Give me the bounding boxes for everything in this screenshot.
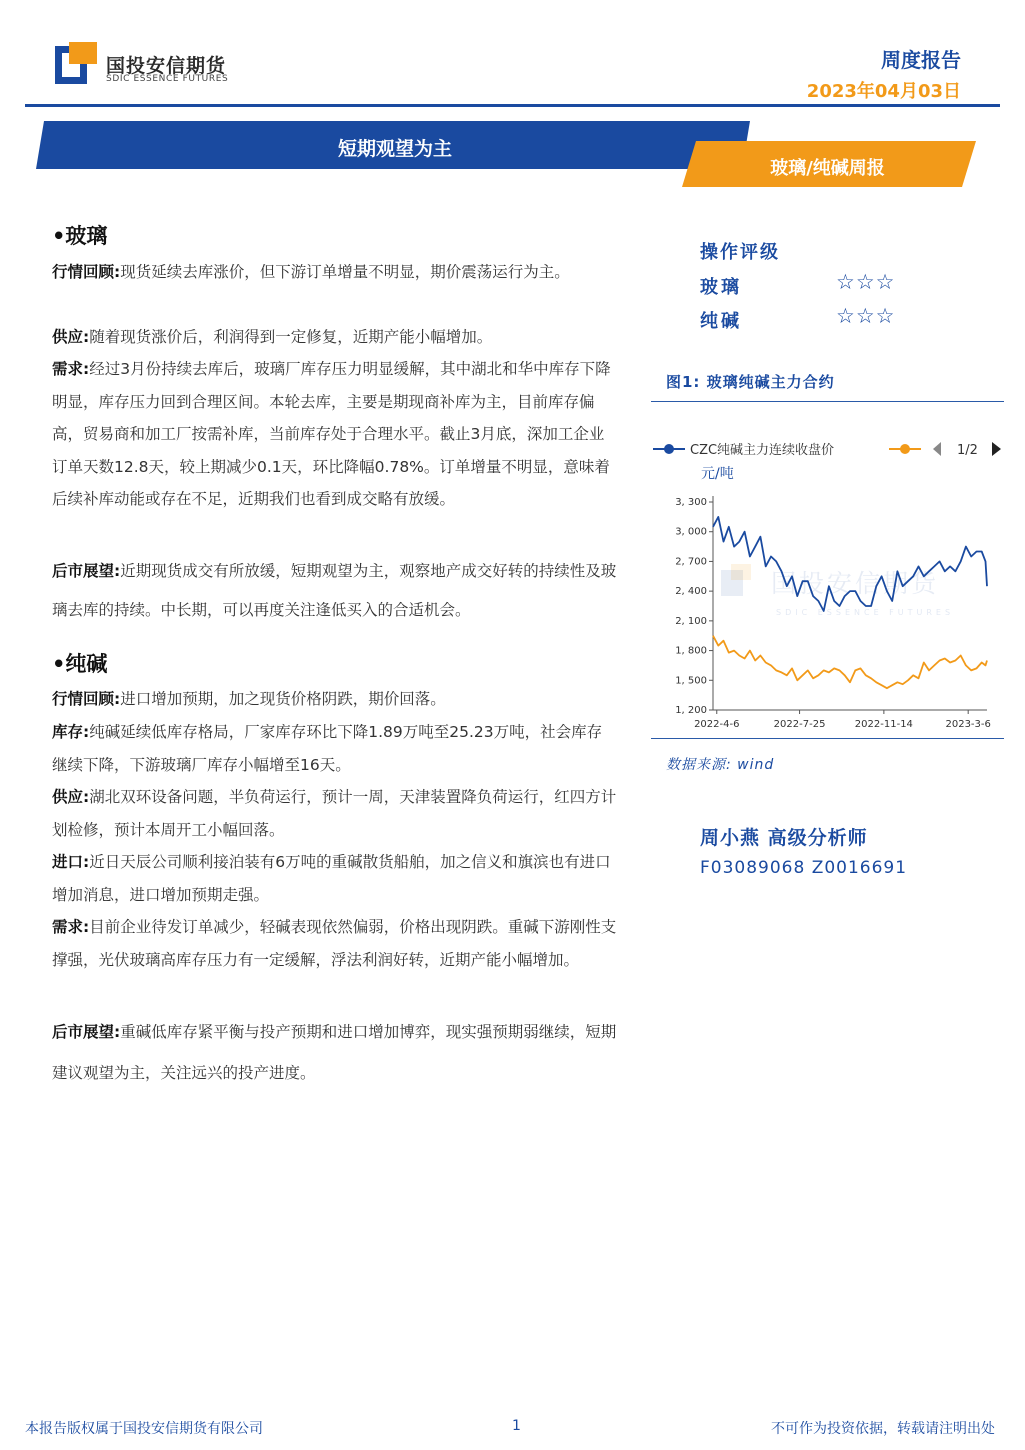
soda-paragraph-demand: 需求:目前企业待发订单减少，轻碱表现依然偏弱，价格出现阴跌。重碱下游刚性支撑强，光伏玻璃高库存压力有一定缓解，浮法利润好转，近期产能小幅增加。 xyxy=(52,918,617,969)
series-line-2 xyxy=(713,636,987,689)
report-type: 周度报告 xyxy=(881,48,961,72)
soda-paragraph-import: 进口:近日天辰公司顺利接泊装有6万吨的重碱散货船舶，加之信义和旗滨也有进口增加消息，进口增加预期走强。 xyxy=(52,853,611,904)
soda-paragraph-inventory: 库存:纯碱延续低库存格局，厂家库存环比下降1.89万吨至25.23万吨，社会库存继续下降，下游玻璃厂库存小幅增至16天。 xyxy=(52,723,603,774)
company-name-cn: 国投安信期货 xyxy=(106,55,227,77)
rating-name-soda: 纯碱 xyxy=(700,311,742,332)
company-name-en: SDIC ESSENCE FUTURES xyxy=(106,74,229,84)
y-tick-label: 3, 300 xyxy=(675,497,707,508)
banner-subtitle: 玻璃/纯碱周报 xyxy=(770,158,885,179)
banner-title: 短期观望为主 xyxy=(337,138,452,160)
legend-marker-series2 xyxy=(900,444,910,454)
x-tick-label: 2023-3-6 xyxy=(945,719,991,730)
y-tick-label: 3, 000 xyxy=(675,526,707,538)
soda-paragraph-outlook: 后市展望:重碱低库存紧平衡与投产预期和进口增加博弈，现实强预期弱继续，短期建议观望为主，关注远兴的投产进度。 xyxy=(52,1023,617,1082)
chart-unit-label: 元/吨 xyxy=(701,466,734,482)
y-tick-label: 1, 500 xyxy=(675,675,707,687)
legend-pager: 1/2 xyxy=(957,443,978,458)
y-tick-label: 1, 200 xyxy=(675,705,707,716)
footer-copyright: 本报告版权属于国投安信期货有限公司 xyxy=(25,1421,263,1437)
glass-paragraph-outlook: 后市展望:近期现货成交有所放缓，短期观望为主，观察地产成交好转的持续性及玻璃去库的持续。中长期，可以再度关注逢低买入的合适机会。 xyxy=(52,562,617,619)
footer-disclaimer: 不可作为投资依据，转载请注明出处 xyxy=(771,1421,995,1437)
watermark-text-en: SDIC ESSENCE FUTURES xyxy=(776,608,955,617)
y-tick-label: 2, 400 xyxy=(675,586,707,598)
legend-next-icon xyxy=(992,442,1001,456)
legend-label-series1: CZC纯碱主力连续收盘价 xyxy=(690,443,835,458)
soda-paragraph-supply: 供应:湖北双环设备问题，半负荷运行，预计一周，天津装置降负荷运行，红四方计划检修，预计本周开工小幅回落。 xyxy=(52,788,617,839)
x-tick-label: 2022-11-14 xyxy=(854,719,913,730)
rating-title: 操作评级 xyxy=(700,242,780,263)
glass-paragraph-review: 行情回顾:现货延续去库涨价，但下游订单增量不明显，期价震荡运行为主。 xyxy=(52,263,570,281)
figure-bottom-rule xyxy=(651,738,1004,739)
glass-paragraph-supply: 供应:随着现货涨价后，利润得到一定修复，近期产能小幅增加。 xyxy=(52,328,493,346)
data-source: 数据来源: wind xyxy=(666,757,775,773)
legend-prev-icon xyxy=(933,442,941,456)
legend-marker-series1 xyxy=(664,444,674,454)
y-tick-label: 2, 700 xyxy=(675,556,707,568)
price-chart xyxy=(651,430,1004,735)
figure-top-rule xyxy=(651,401,1004,402)
watermark-text-cn: 国投安信期货 xyxy=(771,569,940,598)
analyst-license-ids: F03089068 Z0016691 xyxy=(700,858,908,878)
x-tick-label: 2022-4-6 xyxy=(694,719,740,730)
glass-paragraph-demand: 需求:经过3月份持续去库后，玻璃厂库存压力明显缓解，其中湖北和华中库存下降明显，库存压力回到合理区间。本轮去库，主要是期现商补库为主，目前库存偏高，贸易商和加工厂按需补库，当前库存处于合理水平。截止3月底，深加工企业订单天数12.8天，较上期减少0.1天，环比降幅0.78%。订单增量不明显，意味着后续补库动能或存在不足，近期我们也看到成交略有放缓。 xyxy=(52,360,611,508)
y-tick-label: 1, 800 xyxy=(675,645,707,657)
rating-stars-soda: ☆☆☆ xyxy=(836,304,896,328)
section-title-soda: •纯碱 xyxy=(52,652,108,676)
company-logo-icon xyxy=(55,42,97,84)
figure-title: 图1: 玻璃纯碱主力合约 xyxy=(666,373,835,391)
soda-paragraph-review: 行情回顾:进口增加预期，加之现货价格阴跌，期价回落。 xyxy=(52,690,446,708)
y-tick-label: 2, 100 xyxy=(675,615,707,627)
rating-stars-glass: ☆☆☆ xyxy=(836,270,896,294)
x-tick-label: 2022-7-25 xyxy=(773,719,826,730)
rating-name-glass: 玻璃 xyxy=(700,277,742,298)
report-date: 2023年04月03日 xyxy=(806,81,961,102)
header-divider xyxy=(25,104,1000,107)
page-number: 1 xyxy=(512,1418,521,1434)
watermark-logo-accent xyxy=(731,564,751,580)
analyst-name: 周小燕 高级分析师 xyxy=(700,827,868,849)
section-title-glass: •玻璃 xyxy=(52,224,108,248)
